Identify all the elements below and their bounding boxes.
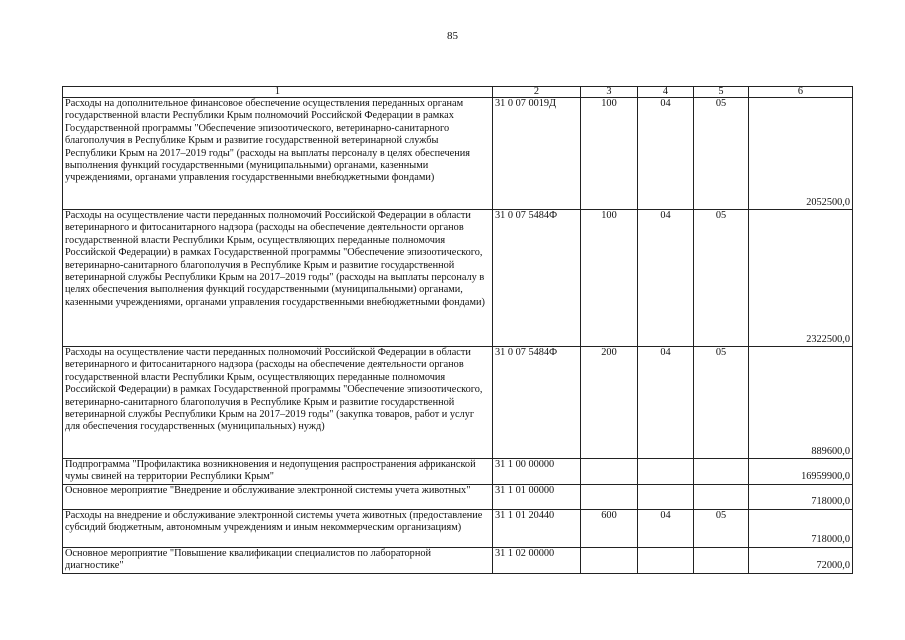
row-amount: 2052500,0 (749, 98, 853, 210)
row-subsection: 05 (694, 347, 749, 459)
row-code: 31 1 01 00000 (493, 484, 581, 509)
row-section (638, 547, 694, 573)
row-amount: 16959900,0 (749, 459, 853, 485)
column-header: 2 (493, 87, 581, 98)
row-subsection: 05 (694, 210, 749, 347)
row-code: 31 1 01 20440 (493, 509, 581, 547)
row-description: Основное мероприятие "Повышение квалификации специалистов по лабораторной диагностике" (63, 547, 493, 573)
row-amount: 889600,0 (749, 347, 853, 459)
row-expense-type: 600 (581, 509, 638, 547)
row-section: 04 (638, 210, 694, 347)
row-subsection (694, 459, 749, 485)
row-description: Расходы на осуществление части переданных полномочий Российской Федерации в области ветеринарного и фитосанитарного надзора (расходы на обеспечение деятельности органов государственной власти Республики Крым, осуществляющих переданные полномочия Российской Федерации) в рамках Государственной программы "Обеспечение эпизоотического, ветеринарно-санитарного благополучия в Республике Крым и развитие государственной ветеринарной службы Республики Крым на 2017–2019 годы" (закупка товаров, работ и услуг для обеспечения государственных (муниципальных) нужд) (63, 347, 493, 459)
table-row (63, 547, 853, 573)
row-description: Расходы на внедрение и обслуживание электронной системы учета животных (предоставление субсидий бюджетным, автономным учреждениям и иным некоммерческим организациям) (63, 509, 493, 547)
page-number: 85 (447, 30, 458, 42)
row-description: Подпрограмма "Профилактика возникновения и недопущения распространения африканской чумы свиней на территории Республики Крым" (63, 459, 493, 485)
column-header: 1 (63, 87, 493, 98)
table-header-row (63, 87, 853, 98)
table-row (63, 347, 853, 459)
row-expense-type (581, 459, 638, 485)
row-amount: 72000,0 (749, 547, 853, 573)
row-amount: 2322500,0 (749, 210, 853, 347)
row-expense-type (581, 547, 638, 573)
row-subsection: 05 (694, 509, 749, 547)
row-code: 31 0 07 5484Ф (493, 347, 581, 459)
table-row (63, 509, 853, 547)
row-subsection (694, 547, 749, 573)
row-expense-type: 100 (581, 98, 638, 210)
row-subsection (694, 484, 749, 509)
row-subsection: 05 (694, 98, 749, 210)
row-code: 31 1 02 00000 (493, 547, 581, 573)
row-code: 31 0 07 0019Д (493, 98, 581, 210)
row-code: 31 0 07 5484Ф (493, 210, 581, 347)
table-row (63, 210, 853, 347)
column-header: 4 (638, 87, 694, 98)
table-row (63, 484, 853, 509)
table-row (63, 98, 853, 210)
row-description: Основное мероприятие "Внедрение и обслуживание электронной системы учета животных" (63, 484, 493, 509)
row-section: 04 (638, 98, 694, 210)
row-code: 31 1 00 00000 (493, 459, 581, 485)
row-section: 04 (638, 347, 694, 459)
row-section (638, 459, 694, 485)
row-expense-type: 100 (581, 210, 638, 347)
row-description: Расходы на осуществление части переданных полномочий Российской Федерации в области ветеринарного и фитосанитарного надзора (расходы на обеспечение деятельности органов государственной власти Республики Крым, осуществляющих переданные полномочия Российской Федерации) в рамках Государственной программы "Обеспечение эпизоотического, ветеринарно-санитарного благополучия в Республике Крым и развитие государственной ветеринарной службы Республики Крым на 2017–2019 годы" (расходы на выплаты персоналу в целях обеспечения выполнения функций государственными (муниципальными) органами, казенными учреждениями, органами управления государственными внебюджетными фондами) (63, 210, 493, 347)
column-header: 5 (694, 87, 749, 98)
row-amount: 718000,0 (749, 484, 853, 509)
row-section: 04 (638, 509, 694, 547)
row-expense-type: 200 (581, 347, 638, 459)
column-header: 3 (581, 87, 638, 98)
budget-table (62, 86, 853, 574)
table-row (63, 459, 853, 485)
row-amount: 718000,0 (749, 509, 853, 547)
row-section (638, 484, 694, 509)
row-description: Расходы на дополнительное финансовое обеспечение осуществления переданных органам государственной власти Республики Крым полномочий Российской Федерации в рамках Государственной программы "Обеспечение эпизоотического, ветеринарно-санитарного благополучия в Республике Крым и развитие государственной ветеринарной службы Республики Крым на 2017–2019 годы" (расходы на выплаты персоналу в целях обеспечения выполнения функций государственными (муниципальными) органами, казенными учреждениями, органами управления государственными внебюджетными фондами) (63, 98, 493, 210)
row-expense-type (581, 484, 638, 509)
column-header: 6 (749, 87, 853, 98)
